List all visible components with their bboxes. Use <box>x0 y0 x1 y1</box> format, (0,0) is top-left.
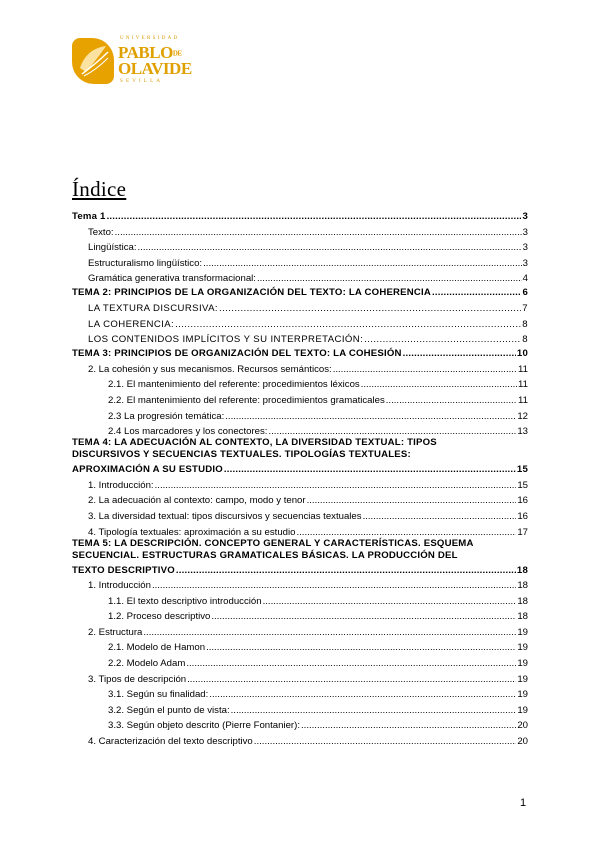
toc-entry-text: Estructuralismo lingüístico: <box>88 257 203 269</box>
toc-entry-text: 2.1. Modelo de Hamon <box>108 642 206 654</box>
university-logo <box>72 34 192 90</box>
toc-entry[interactable] <box>72 700 528 716</box>
toc-entry[interactable] <box>72 284 528 298</box>
toc-entry-text: 4. Tipología textuales: aproximación a su estudio <box>88 526 296 538</box>
toc-entry-page: 18 <box>517 611 528 623</box>
toc-entry-page: 19 <box>517 642 528 654</box>
toc-entry-page: 19 <box>517 658 528 670</box>
toc-entry[interactable] <box>72 669 528 685</box>
toc-entry-text: TEMA 3: PRINCIPIOS DE ORGANIZACIÓN DEL TEXTO: LA COHESIÓN <box>72 348 402 360</box>
toc-entry[interactable] <box>72 238 528 254</box>
toc-leader-dots <box>176 565 516 576</box>
toc-entry-text: TEXTO DESCRIPTIVO <box>72 564 175 576</box>
toc-entry-page: 3 <box>522 257 528 269</box>
toc-entry[interactable] <box>72 461 528 475</box>
table-of-contents <box>72 208 528 747</box>
toc-entry-page: 20 <box>517 720 528 732</box>
logo-top-text: UNIVERSIDAD <box>120 36 180 41</box>
toc-entry[interactable] <box>72 638 528 654</box>
toc-entry-page: 18 <box>516 564 528 576</box>
toc-leader-dots <box>296 527 516 538</box>
toc-entry-text: 1.1. El texto descriptivo introducción <box>108 595 262 607</box>
toc-leader-dots <box>231 705 517 716</box>
toc-heading-line: SECUENCIAL. ESTRUCTURAS GRAMATICALES BÁSICAS. LA PRODUCCIÓN DEL <box>72 549 458 561</box>
toc-entry-text: Texto: <box>88 226 114 238</box>
toc-leader-dots <box>432 287 521 298</box>
toc-entry-text: TEMA 2: PRINCIPIOS DE LA ORGANIZACIÓN DEL TEXTO: LA COHERENCIA <box>72 287 432 299</box>
toc-entry-page: 17 <box>517 526 528 538</box>
toc-entry-page: 20 <box>517 736 528 748</box>
toc-entry[interactable] <box>72 716 528 732</box>
toc-leader-dots <box>225 411 516 422</box>
logo-seal-icon <box>72 38 114 84</box>
toc-leader-dots <box>268 426 516 437</box>
toc-leader-dots <box>203 258 522 269</box>
toc-entry[interactable] <box>72 375 528 391</box>
toc-entry[interactable] <box>72 253 528 269</box>
toc-leader-dots <box>363 511 517 522</box>
toc-entry-page: 11 <box>518 363 528 375</box>
toc-entry-page: 3 <box>522 211 528 222</box>
page-number: 1 <box>520 797 527 809</box>
toc-entry-text: LA TEXTURA DISCURSIVA: <box>88 302 218 314</box>
toc-entry[interactable] <box>72 359 528 375</box>
toc-leader-dots <box>155 480 517 491</box>
toc-entry-text: LOS CONTENIDOS IMPLÍCITOS Y SU INTERPRETACIÓN: <box>88 334 364 346</box>
toc-leader-dots <box>115 227 522 238</box>
logo-bottom-text: SEVILLA <box>120 79 164 84</box>
toc-entry-text: 4. Caracterización del texto descriptivo <box>88 736 253 748</box>
toc-entry-page: 7 <box>522 302 528 314</box>
index-title: Índice <box>72 177 127 201</box>
toc-leader-dots <box>152 580 516 591</box>
toc-entry-text: Lingüística: <box>88 242 137 254</box>
toc-entry-page: 19 <box>517 689 528 701</box>
toc-entry-page: 19 <box>517 673 528 685</box>
toc-leader-dots <box>107 211 522 222</box>
toc-leader-dots <box>187 674 516 685</box>
toc-entry[interactable] <box>72 330 528 346</box>
toc-entry[interactable] <box>72 622 528 638</box>
toc-entry-text: Gramática generativa transformacional: <box>88 273 256 285</box>
toc-entry[interactable] <box>72 345 528 359</box>
toc-entry-page: 11 <box>518 394 528 406</box>
toc-entry[interactable] <box>72 506 528 522</box>
toc-entry-page: 8 <box>522 334 528 346</box>
toc-leader-dots <box>224 464 516 475</box>
toc-entry-page: 18 <box>517 595 528 607</box>
toc-heading-multiline[interactable] <box>72 437 528 475</box>
toc-entry-text: 2. La cohesión y sus mecanismos. Recursos semánticos: <box>88 363 332 375</box>
toc-heading-line: TEMA 4: LA ADECUACIÓN AL CONTEXTO, LA DIVERSIDAD TEXTUAL: TIPOS <box>72 437 437 449</box>
toc-entry-text: 2. La adecuación al contexto: campo, modo y tenor <box>88 495 306 507</box>
toc-leader-dots <box>138 242 522 253</box>
toc-leader-dots <box>386 395 517 406</box>
toc-entry-page: 16 <box>517 510 528 522</box>
toc-entry[interactable] <box>72 591 528 607</box>
toc-entry[interactable] <box>72 406 528 422</box>
toc-leader-dots <box>333 364 517 375</box>
toc-entry-page: 6 <box>522 287 528 299</box>
toc-entry[interactable] <box>72 475 528 491</box>
toc-entry-page: 3 <box>522 226 528 238</box>
toc-entry-text: Tema 1 <box>72 211 106 222</box>
toc-entry[interactable] <box>72 390 528 406</box>
toc-entry-text: 3.2. Según el punto de vista: <box>108 704 230 716</box>
toc-entry-text: LA COHERENCIA: <box>88 318 175 330</box>
toc-entry-page: 10 <box>516 348 528 360</box>
toc-leader-dots <box>257 273 522 284</box>
toc-leader-dots <box>143 627 516 638</box>
toc-leader-dots <box>186 658 516 669</box>
toc-entry-page: 19 <box>517 626 528 638</box>
toc-entry-text: 1. Introducción <box>88 580 151 592</box>
toc-entry-page: 15 <box>517 479 528 491</box>
toc-leader-dots <box>361 379 517 390</box>
toc-entry-text: APROXIMACIÓN A SU ESTUDIO <box>72 464 223 476</box>
toc-entry-text: 3. La diversidad textual: tipos discursivos y secuencias textuales <box>88 510 362 522</box>
toc-entry-page: 16 <box>517 495 528 507</box>
toc-entry-page: 11 <box>518 379 528 391</box>
toc-entry-text: 2. Estructura <box>88 626 143 638</box>
toc-leader-dots <box>254 736 517 747</box>
toc-entry[interactable] <box>72 607 528 623</box>
toc-entry[interactable] <box>72 422 528 438</box>
toc-entry-page: 15 <box>516 464 528 476</box>
toc-entry[interactable] <box>72 491 528 507</box>
toc-entry[interactable] <box>72 222 528 238</box>
toc-leader-dots <box>403 348 516 359</box>
toc-entry-text: 2.1. El mantenimiento del referente: procedimientos léxicos <box>108 379 360 391</box>
toc-entry-text: 1.2. Proceso descriptivo <box>108 611 211 623</box>
toc-leader-dots <box>211 611 516 622</box>
toc-leader-dots <box>219 303 521 314</box>
toc-entry[interactable] <box>72 731 528 747</box>
toc-leader-dots <box>209 689 516 700</box>
toc-leader-dots <box>301 720 516 731</box>
toc-entry-page: 8 <box>522 318 528 330</box>
toc-heading-multiline[interactable] <box>72 538 528 576</box>
toc-entry-text: 2.2. El mantenimiento del referente: procedimientos gramaticales <box>108 394 385 406</box>
toc-entry-page: 18 <box>517 580 528 592</box>
toc-entry[interactable] <box>72 298 528 314</box>
toc-entry-text: 2.3 La progresión temática: <box>108 410 225 422</box>
toc-entry[interactable] <box>72 685 528 701</box>
toc-heading-line: DISCURSIVOS Y SECUENCIAS TEXTUALES. TIPOLOGÍAS TEXTUALES: <box>72 449 411 461</box>
toc-entry[interactable] <box>72 576 528 592</box>
toc-entry[interactable] <box>72 653 528 669</box>
toc-entry-text: 3. Tipos de descripción <box>88 673 187 685</box>
toc-entry-page: 13 <box>517 426 528 438</box>
toc-entry-page: 19 <box>517 704 528 716</box>
toc-entry[interactable] <box>72 314 528 330</box>
toc-entry-page: 12 <box>517 410 528 422</box>
toc-entry[interactable] <box>72 522 528 538</box>
toc-entry-text: 1. Introducción: <box>88 479 154 491</box>
logo-line1: PABLODE <box>118 43 182 62</box>
toc-leader-dots <box>206 642 516 653</box>
toc-leader-dots <box>175 319 521 330</box>
toc-entry-text: 2.4 Los marcadores y los conectores: <box>108 426 268 438</box>
logo-line2: OLAVIDE <box>118 59 192 78</box>
toc-entry-text: 3.1. Según su finalidad: <box>108 689 209 701</box>
toc-leader-dots <box>364 334 521 345</box>
toc-entry[interactable] <box>72 562 528 576</box>
toc-entry-page: 3 <box>522 242 528 254</box>
toc-entry-text: 3.3. Según objeto descrito (Pierre Fontanier): <box>108 720 300 732</box>
toc-leader-dots <box>263 596 517 607</box>
toc-leader-dots <box>307 495 517 506</box>
toc-heading-line: TEMA 5: LA DESCRIPCIÓN. CONCEPTO GENERAL Y CARACTERÍSTICAS. ESQUEMA <box>72 537 474 549</box>
toc-entry-page: 4 <box>522 273 528 285</box>
toc-entry-text: 2.2. Modelo Adam <box>108 658 186 670</box>
toc-entry[interactable] <box>72 269 528 285</box>
toc-entry[interactable] <box>72 208 528 222</box>
